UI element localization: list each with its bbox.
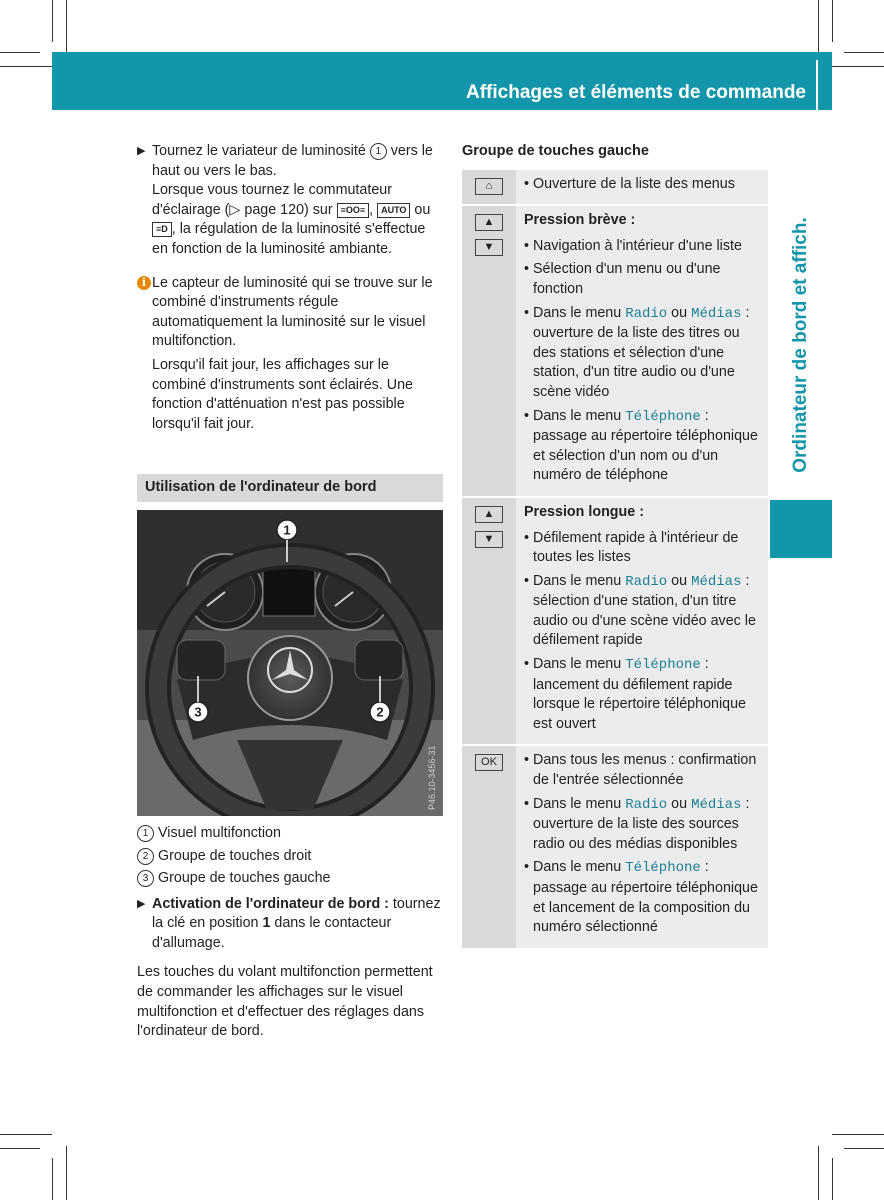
bullet-item: • Navigation à l'intérieur d'une liste	[524, 237, 761, 257]
figure-legend	[137, 824, 443, 889]
crop-mark	[0, 1134, 52, 1135]
step-text: ou	[410, 201, 431, 218]
desc-cell	[516, 206, 768, 496]
instruction-step	[137, 142, 443, 260]
info-text: Le capteur de luminosité qui se trouve sur le combiné d'instruments régule automatiquement la luminosité sur le visuel multifonction.	[152, 274, 433, 350]
bullet-text: Dans le menu	[533, 304, 626, 321]
menu-name: Radio	[625, 305, 668, 322]
bullet-item	[524, 407, 761, 486]
key-cell	[462, 206, 516, 496]
key-cell	[462, 746, 516, 947]
bullet-text: Dans le menu	[533, 859, 626, 876]
bullet-text: : passage au répertoire téléphonique et sélection d'un nom ou d'un numéro de téléphone	[533, 407, 758, 484]
legend-num: 3	[137, 870, 154, 887]
crop-mark	[844, 1148, 884, 1149]
side-tab	[770, 195, 832, 495]
row-heading: Pression longue :	[524, 503, 644, 520]
bullet-text: : lancement du défilement rapide lorsque le répertoire téléphonique est ouvert	[533, 656, 747, 732]
row-heading: Pression brève :	[524, 212, 636, 229]
legend-text: Groupe de touches gauche	[157, 870, 331, 887]
legend-text: Visuel multifonction	[157, 824, 281, 841]
right-column	[462, 142, 768, 950]
step-text: Tournez le variateur de luminosité	[152, 143, 370, 159]
bullet-item: • Sélection d'un menu ou d'une fonction	[524, 260, 761, 299]
triangle-icon: ▶	[137, 897, 146, 910]
key-position: 1	[262, 915, 271, 932]
home-icon: ⌂	[475, 178, 503, 195]
legend-num: 1	[137, 825, 154, 842]
bullet-item	[524, 858, 761, 937]
separator: ,	[369, 201, 378, 218]
legend-num: 2	[137, 848, 154, 865]
bullet-text: ou	[667, 795, 692, 812]
menu-name: Téléphone	[625, 860, 701, 877]
figure-marker-label: 2	[376, 704, 384, 720]
key-cell	[462, 170, 516, 205]
desc-cell	[516, 170, 768, 205]
step-text: tournez la clé en position	[152, 895, 441, 932]
triangle-icon: ▶	[137, 145, 146, 157]
steering-wheel-figure	[137, 510, 443, 816]
step-text: Lorsque vous tournez le commutateur d'éclairage (▷ page 120) sur	[152, 182, 392, 218]
legend-item	[137, 847, 443, 867]
menu-name: Téléphone	[625, 408, 701, 425]
down-arrow-icon: ▼	[475, 239, 503, 256]
ok-key: OK	[475, 754, 503, 771]
menu-name: Radio	[625, 573, 668, 590]
info-note	[137, 274, 443, 435]
info-text: Lorsqu'il fait jour, les affichages sur le combiné d'instruments sont éclairés. Une fonction d'atténuation n'est pas possible lorsqu'il fait jour.	[152, 356, 413, 432]
section-heading: Utilisation de l'ordinateur de bord	[137, 474, 443, 502]
step-text: , la régulation de la luminosité s'effectue en fonction de la luminosité ambiante.	[152, 221, 426, 257]
header-divider	[816, 60, 818, 110]
table-row	[462, 746, 768, 949]
down-arrow-icon: ▼	[475, 531, 503, 548]
crop-mark	[66, 0, 67, 56]
instruction-step	[137, 895, 443, 954]
bullet-item: • Dans tous les menus : confirmation de l'entrée sélectionnée	[524, 751, 761, 790]
menu-name: Médias	[691, 573, 742, 590]
crop-mark	[832, 1134, 884, 1135]
crop-mark	[52, 0, 53, 42]
group-title: Groupe de touches gauche	[462, 143, 649, 159]
bullet-text: Dans le menu	[533, 572, 626, 589]
legend-item	[137, 824, 443, 844]
low-beam-symbol: ≡D	[152, 222, 172, 237]
page-header	[52, 52, 867, 110]
bullet-text: Dans le menu	[533, 407, 626, 424]
key-cell	[462, 498, 516, 745]
bullet-item	[524, 795, 761, 855]
bullet-text: : ouverture de la liste des sources radio ou des médias disponibles	[533, 795, 750, 852]
crop-mark	[832, 0, 833, 42]
legend-item	[137, 869, 443, 889]
crop-mark	[844, 52, 884, 53]
bullet-text: Dans le menu	[533, 795, 626, 812]
side-tab-label: Ordinateur de bord et affich.	[790, 217, 811, 473]
bullet-text: : sélection d'une station, d'un titre audio ou d'une scène vidéo avec le défilement rapide	[533, 572, 756, 649]
bullet-item	[524, 572, 761, 651]
step-text: dans le contacteur d'allumage.	[152, 915, 392, 951]
table-row	[462, 498, 768, 747]
crop-mark	[818, 1146, 819, 1200]
marker-1: 1	[370, 143, 387, 160]
page-number: 201	[835, 82, 867, 103]
bullet-text: ou	[667, 572, 692, 589]
crop-mark	[0, 66, 52, 67]
table-row	[462, 206, 768, 498]
auto-symbol: AUTO	[377, 203, 410, 218]
bullet-item: • Ouverture de la liste des menus	[524, 175, 761, 195]
crop-mark	[0, 1148, 40, 1149]
figure-marker-label: 1	[283, 522, 291, 538]
body-paragraph: Les touches du volant multifonction permettent de commander les affichages sur le visuel multifonction et d'effectuer des réglages dans l'ordinateur de bord.	[137, 964, 433, 1040]
up-arrow-icon: ▲	[475, 506, 503, 523]
crop-mark	[52, 1158, 53, 1200]
desc-cell	[516, 746, 768, 947]
crop-mark	[0, 52, 40, 53]
bullet-item	[524, 304, 761, 403]
side-tab-marker	[770, 500, 832, 558]
bullet-item: • Défilement rapide à l'intérieur de toutes les listes	[524, 529, 761, 568]
up-arrow-icon: ▲	[475, 214, 503, 231]
step-label: Activation de l'ordinateur de bord :	[152, 895, 389, 912]
desc-cell	[516, 498, 768, 745]
bullet-text: ou	[667, 304, 692, 321]
table-row	[462, 170, 768, 207]
bullet-text: Dans le menu	[533, 656, 626, 673]
menu-name: Médias	[691, 796, 742, 813]
crop-mark	[66, 1146, 67, 1200]
bullet-text: : ouverture de la liste des titres ou des stations et sélection d'une station, d'un titre audio ou d'une scène vidéo	[533, 304, 750, 400]
step-text: vers le haut ou vers le bas.	[152, 143, 433, 179]
bullet-item	[524, 655, 761, 734]
menu-name: Téléphone	[625, 657, 701, 674]
menu-name: Médias	[691, 305, 742, 322]
bullet-text: : passage au répertoire téléphonique et lancement de la composition du numéro sélectionné	[533, 859, 758, 936]
legend-text: Groupe de touches droit	[157, 847, 312, 864]
figure-marker-label: 3	[194, 704, 202, 720]
crop-mark	[818, 0, 819, 56]
light-switch-symbol: ≡OO≡	[337, 203, 370, 218]
info-icon: i	[137, 276, 151, 290]
figure-code: P46.10-3456-31	[427, 745, 437, 810]
crop-mark	[832, 66, 884, 67]
key-table	[462, 170, 768, 950]
left-column	[137, 142, 443, 1042]
menu-name: Radio	[625, 796, 668, 813]
crop-mark	[832, 1158, 833, 1200]
page-title: Affichages et éléments de commande	[466, 82, 806, 103]
steering-wheel-illustration	[137, 510, 443, 816]
